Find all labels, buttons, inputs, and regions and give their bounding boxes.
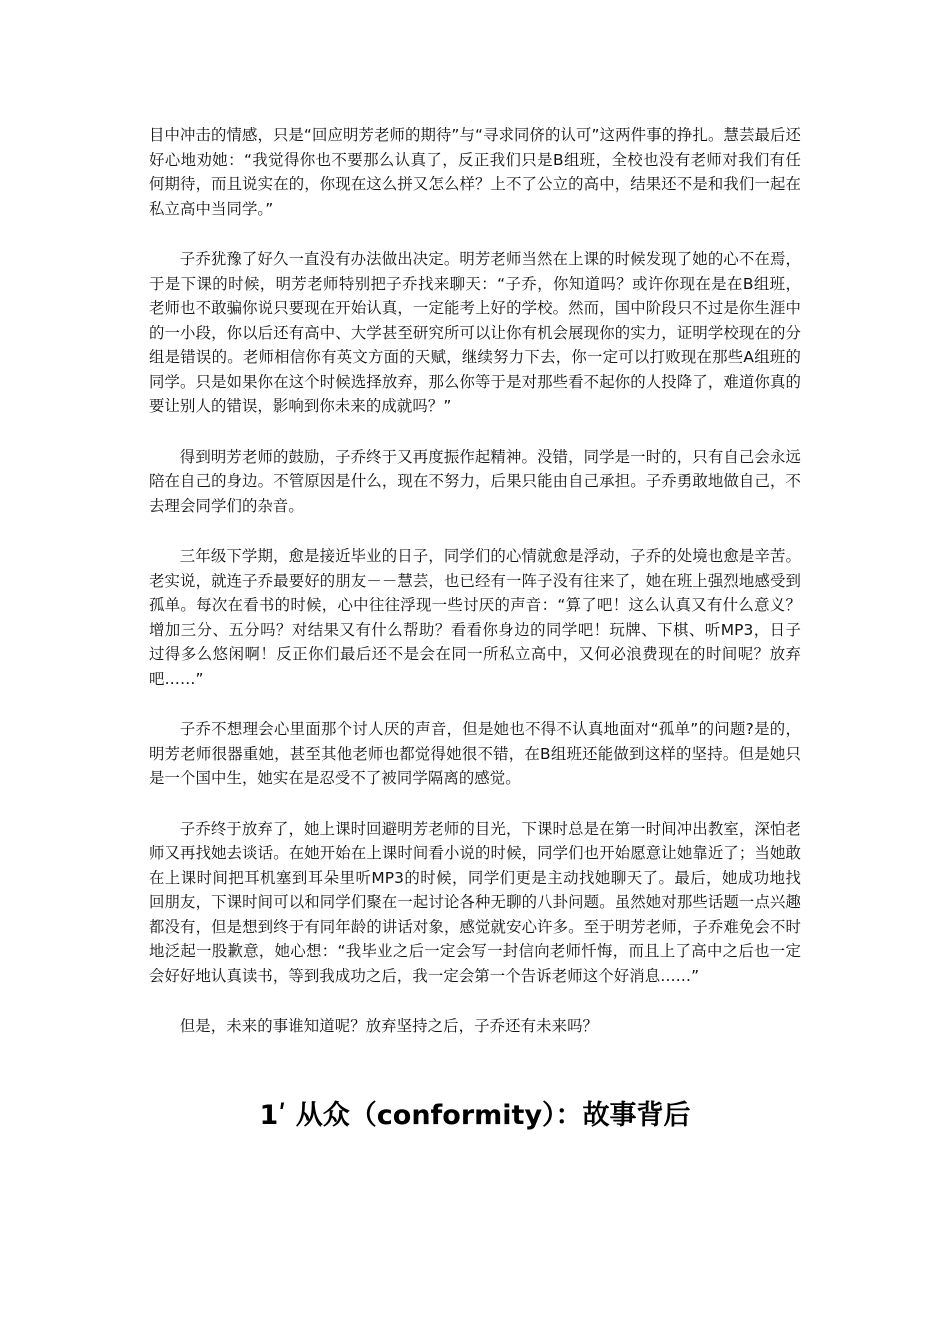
paragraph-5: 子乔不想理会心里面那个讨人厌的声音，但是她也不得不认真地面对“孤单”的问题?是的，明芳老师很器重她，甚至其他老师也都觉得她很不错，在B组班还能做到这样的坚持。但是她只是一个国中生，她实在是忍受不了被同学隔离的感觉。	[149, 720, 801, 787]
paragraph-6: 子乔终于放弃了，她上课时回避明芳老师的目光，下课时总是在第一时间冲出教室，深怕老师又再找她去谈话。在她开始在上课时间看小说的时候，同学们也开始愿意让她靠近了；当她敢在上课时间把耳机塞到耳朵里听MP3的时候，同学们更是主动找她聊天了。最后，她成功地找回朋友，下课时间可以和同学们聚在一起讨论各种无聊的八卦问题。虽然她对那些话题一点兴趣都没有，但是想到终于有同年龄的讲话对象，感觉就安心许多。至于明芳老师，子乔难免会不时地泛起一股歉意，她心想：“我毕业之后一定会写一封信向老师忏悔，而且上了高中之后也一定会好好地认真读书，等到我成功之后，我一定会第一个告诉老师这个好消息……”	[149, 819, 801, 985]
document-body	[149, 123, 801, 1065]
paragraph-4: 三年级下学期，愈是接近毕业的日子，同学们的心情就愈是浮动，子乔的处境也愈是辛苦。老实说，就连子乔最要好的朋友－－慧芸，也已经有一阵子没有往来了，她在班上强烈地感受到孤单。每次在看书的时候，心中往往浮现一些讨厌的声音：“算了吧！这么认真又有什么意义？增加三分、五分吗？对结果又有什么帮助？看看你身边的同学吧！玩牌、下棋、听MP3，日子过得多么悠闲啊！反正你们最后还不是会在同一所私立高中，又何必浪费现在的时间呢？放弃吧……”	[149, 547, 801, 688]
paragraph-3: 得到明芳老师的鼓励，子乔终于又再度振作起精神。没错，同学是一时的，只有自己会永远陪在自己的身边。不管原因是什么，现在不努力，后果只能由自己承担。子乔勇敢地做自己，不去理会同学们的杂音。	[149, 447, 801, 515]
section-heading: 1ʹ 从众（conformity）：故事背后	[259, 1100, 691, 1131]
paragraph-7: 但是，未来的事谁知道呢？放弃坚持之后，子乔还有未来吗？	[179, 1017, 599, 1035]
paragraph-2: 子乔犹豫了好久一直没有办法做出决定。明芳老师当然在上课的时候发现了她的心不在焉，于是下课的时候，明芳老师特别把子乔找来聊天：“子乔，你知道吗？或许你现在是在B组班，老师也不敢骗你说只要现在开始认真，一定能考上好的学校。然而，国中阶段只不过是你生涯中的一小段，你以后还有高中、大学甚至研究所可以让你有机会展现你的实力，证明学校现在的分组是错误的。老师相信你有英文方面的天赋，继续努力下去，你一定可以打败现在那些A组班的同学。只是如果你在这个时候选择放弃，那么你等于是对那些看不起你的人投降了，难道你真的要让别人的错误，影响到你未来的成就吗？”	[149, 250, 801, 415]
paragraph-1: 目中冲击的情感，只是“回应明芳老师的期待”与“寻求同侪的认可”这两件事的挣扎。慧芸最后还好心地劝她：“我觉得你也不要那么认真了，反正我们只是B组班，全校也没有老师对我们有任何期待，而且说实在的，你现在这么拼又怎么样？上不了公立的高中，结果还不是和我们一起在私立高中当同学。”	[149, 126, 801, 218]
